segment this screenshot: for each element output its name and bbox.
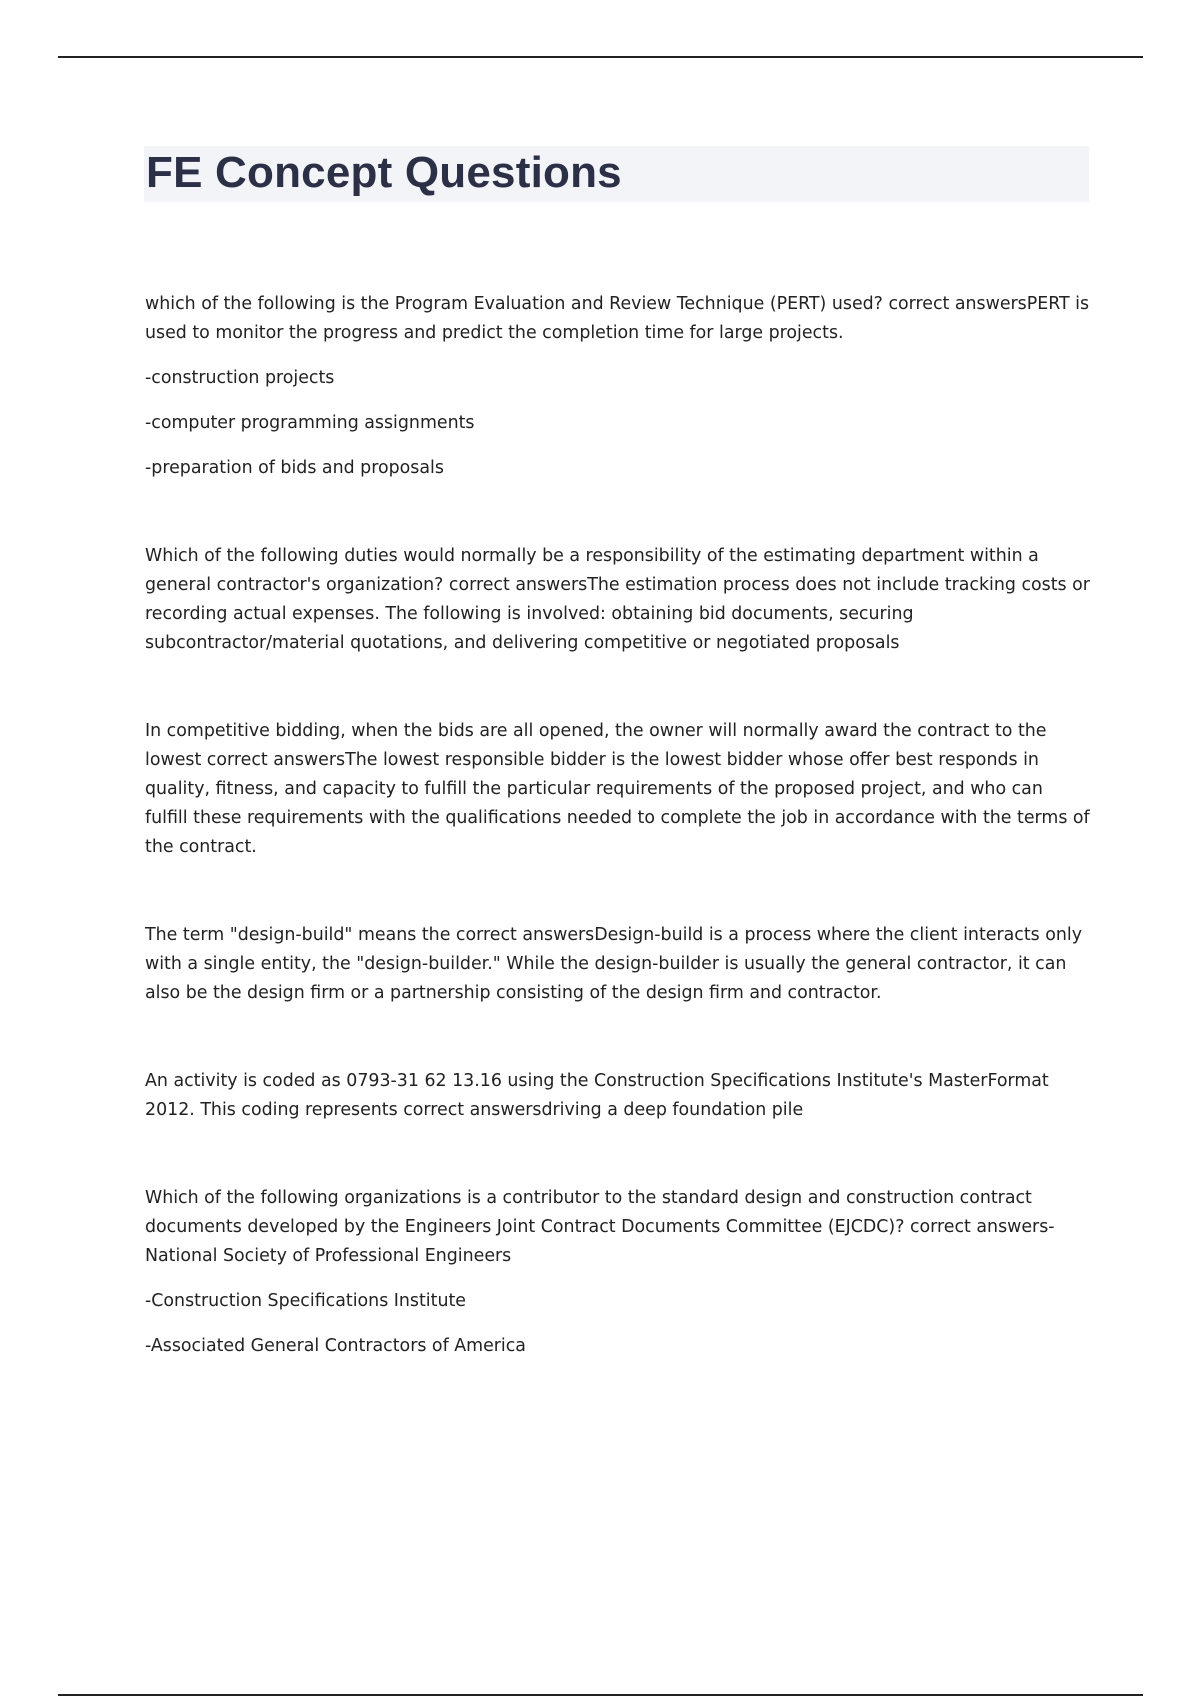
document-body bbox=[145, 290, 1090, 1420]
qa-block-masterformat bbox=[145, 1067, 1090, 1125]
qa-block-design-build bbox=[145, 921, 1090, 1008]
qa-text: In competitive bidding, when the bids are all opened, the owner will normally award the contract to the lowest correct answersThe lowest responsible bidder is the lowest bidder whose offer best responds in quality, fitness, and capacity to fulfill the particular requirements of the proposed project, and who can fulfill these requirements with the qualifications needed to complete the job in accordance with the terms of the contract. bbox=[145, 721, 1090, 857]
qa-text: The term "design-build" means the correct answersDesign-build is a process where the client interacts only with a single entity, the "design-builder." While the design-builder is usually the general contractor, it can also be the design firm or a partnership consisting of the design firm and contractor. bbox=[145, 925, 1083, 1003]
qa-option: -Construction Specifications Institute bbox=[145, 1291, 466, 1311]
qa-option: -construction projects bbox=[145, 368, 335, 388]
top-rule bbox=[58, 56, 1143, 58]
qa-option: -preparation of bids and proposals bbox=[145, 458, 444, 478]
bottom-rule bbox=[58, 1694, 1143, 1696]
qa-option: -computer programming assignments bbox=[145, 413, 475, 433]
qa-block-estimating bbox=[145, 542, 1090, 658]
qa-text: Which of the following organizations is a contributor to the standard design and construction contract documents developed by the Engineers Joint Contract Documents Committee (EJCDC)? correct answers-National Society of Professional Engineers bbox=[145, 1188, 1055, 1266]
qa-block-ejcdc bbox=[145, 1184, 1090, 1361]
qa-text: Which of the following duties would normally be a responsibility of the estimating department within a general contractor's organization? correct answersThe estimation process does not include tracking costs or recording actual expenses. The following is involved: obtaining bid documents, securing subcontractor/material quotations, and delivering competitive or negotiated proposals bbox=[145, 546, 1090, 653]
qa-text: An activity is coded as 0793-31 62 13.16 using the Construction Specifications Institute's MasterFormat 2012. This coding represents correct answersdriving a deep foundation pile bbox=[145, 1071, 1049, 1120]
qa-text: which of the following is the Program Evaluation and Review Technique (PERT) used? correct answersPERT is used to monitor the progress and predict the completion time for large projects. bbox=[145, 294, 1090, 343]
qa-option: -Associated General Contractors of America bbox=[145, 1336, 526, 1356]
qa-block-competitive-bidding bbox=[145, 717, 1090, 862]
qa-block-pert bbox=[145, 290, 1090, 483]
page-title: FE Concept Questions bbox=[146, 148, 622, 197]
